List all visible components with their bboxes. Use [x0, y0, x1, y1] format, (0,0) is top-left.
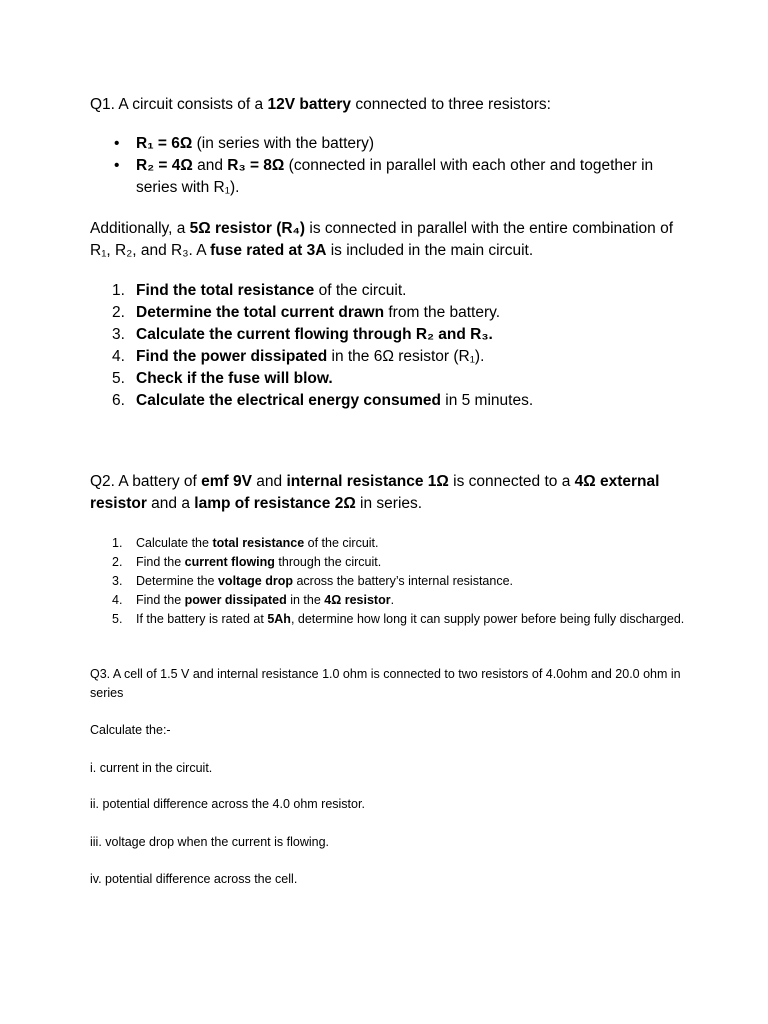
q3-part: iv. potential difference across the cell. [90, 872, 298, 886]
q1-question-item: 5. Check if the fuse will blow. [112, 370, 333, 387]
q3-calculate-heading: Calculate the:- [90, 723, 171, 737]
q1-additional-info: Additionally, a 5Ω resistor (R₄) is connected in parallel with the entire combination of R₁, R₂, and R₃. A fuse rated at 3A is included in the main circuit. [90, 220, 674, 259]
q3-part: iii. voltage drop when the current is flowing. [90, 835, 330, 849]
q1-bullet-r1: • R₁ = 6Ω (in series with the battery) [90, 133, 690, 155]
q3-intro: Q3. A cell of 1.5 V and internal resistance 1.0 ohm is connected to two resistors of 4.0ohm and 20.0 ohm in series [90, 667, 681, 700]
q1-resistor-list [90, 133, 690, 199]
q1-question-list [90, 280, 690, 412]
q1-question-item: 4. Find the power dissipated in the 6Ω resistor (R₁). [112, 348, 485, 365]
q2-intro: Q2. A battery of emf 9V and internal resistance 1Ω is connected to a 4Ω external resistor and a lamp of resistance 2Ω in series. [90, 473, 660, 512]
q1-bullet-r2-r3: • R₂ = 4Ω and R₃ = 8Ω (connected in parallel with each other and together in series with R₁). [90, 155, 690, 199]
q1-question-item: 6. Calculate the electrical energy consumed in 5 minutes. [112, 392, 534, 409]
q1-question-item: 3. Calculate the current flowing through R₂ and R₃. [112, 326, 493, 343]
q1-question-item: 1. Find the total resistance of the circuit. [112, 282, 407, 299]
q2-question-item: 4. Find the power dissipated in the 4Ω resistor. [112, 593, 395, 607]
q2-question-item: 5. If the battery is rated at 5Ah, determine how long it can supply power before being fully discharged. [112, 612, 685, 626]
q2-question-item: 1. Calculate the total resistance of the circuit. [112, 536, 379, 550]
q3-part: ii. potential difference across the 4.0 ohm resistor. [90, 797, 365, 811]
q2-question-item: 3. Determine the voltage drop across the battery’s internal resistance. [112, 574, 514, 588]
q3-part: i. current in the circuit. [90, 761, 213, 775]
q2-question-list [90, 534, 690, 629]
q2-question-item: 2. Find the current flowing through the circuit. [112, 555, 382, 569]
q1-intro: Q1. A circuit consists of a 12V battery connected to three resistors: [90, 96, 551, 113]
q1-question-item: 2. Determine the total current drawn from the battery. [112, 304, 501, 321]
